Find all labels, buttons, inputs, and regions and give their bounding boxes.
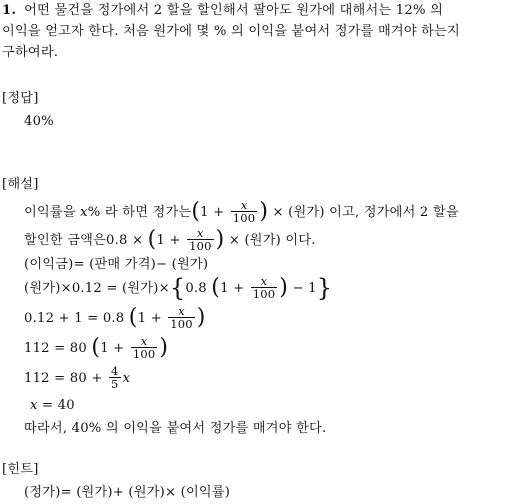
fraction bbox=[231, 199, 258, 224]
fraction bbox=[131, 335, 158, 360]
fraction-numerator: x bbox=[140, 334, 148, 348]
fraction-numerator: x bbox=[178, 304, 185, 318]
problem-line-3: 구하여라. bbox=[2, 45, 59, 60]
math-text: 112 = 80 + bbox=[24, 371, 108, 386]
paren-right: ) bbox=[196, 304, 206, 330]
math-text: 0.12 + 1 = 0.8 bbox=[24, 311, 129, 326]
paren-left: ( bbox=[128, 304, 138, 330]
solution-line-7 bbox=[24, 366, 130, 392]
math-text: 1 + bbox=[100, 341, 129, 356]
solution-line-2 bbox=[24, 228, 316, 254]
math-text: 1 + bbox=[200, 205, 229, 220]
paren-right: ) bbox=[159, 334, 169, 360]
fraction-numerator: 4 bbox=[111, 364, 119, 378]
math-text: 112 = 80 bbox=[24, 341, 92, 356]
solution-text: % 라 하면 정가는 bbox=[87, 205, 192, 220]
fraction-denominator: 100 bbox=[132, 347, 156, 361]
fraction-denominator: 100 bbox=[232, 211, 256, 225]
solution-text: × (원가) 이고, 정가에서 2 할을 bbox=[268, 205, 459, 220]
math-text: 1 + bbox=[137, 311, 167, 326]
paren-left: ( bbox=[91, 334, 101, 360]
hint-text: (정가)= (원가)+ (원가)× (이익률) bbox=[24, 485, 231, 500]
solution-header: [해설] bbox=[2, 177, 39, 192]
paren-right: ) bbox=[279, 274, 289, 300]
paren-left: ( bbox=[191, 198, 201, 224]
hint-header: [힌트] bbox=[2, 462, 39, 477]
math-text: 0.8 bbox=[185, 281, 212, 296]
paren-right: ) bbox=[259, 198, 269, 224]
fraction-numerator: x bbox=[260, 274, 268, 288]
paren-left: ( bbox=[147, 226, 157, 252]
solution-text: (원가)×0.12 = (원가)× bbox=[24, 281, 170, 296]
solution-line-5 bbox=[24, 306, 206, 332]
fraction-denominator: 100 bbox=[170, 317, 193, 331]
math-variable: x bbox=[80, 205, 88, 220]
math-text: = 40 bbox=[37, 398, 75, 413]
fraction bbox=[187, 227, 214, 252]
problem-line-2: 이익을 얻고자 한다. 처음 원가에 몇 % 의 이익을 붙여서 정가를 매겨야 하는지 bbox=[2, 24, 460, 39]
fraction-denominator: 5 bbox=[111, 377, 119, 391]
fraction-numerator: x bbox=[197, 226, 204, 240]
solution-line-4 bbox=[24, 273, 333, 302]
fraction bbox=[168, 305, 195, 330]
solution-line-3: (이익금)= (판매 가격)− (원가) bbox=[24, 257, 209, 272]
fraction-numerator: x bbox=[240, 198, 248, 212]
paren-left: ( bbox=[211, 274, 221, 300]
brace-right: } bbox=[316, 273, 333, 302]
paren-right: ) bbox=[215, 226, 225, 252]
fraction bbox=[251, 275, 278, 300]
math-text: 1 + bbox=[220, 281, 249, 296]
solution-line-1 bbox=[24, 200, 459, 226]
problem-text-1: 어떤 물건을 정가에서 2 할을 할인해서 팔아도 원가에 대해서는 12% 의 bbox=[24, 3, 444, 18]
solution-text: 할인한 금액은0.8 × bbox=[24, 233, 148, 248]
problem-number: 1. bbox=[2, 3, 17, 18]
answer-header: [정답] bbox=[2, 91, 39, 106]
solution-line-6 bbox=[24, 336, 168, 362]
solution-text: × (원가) 이다. bbox=[224, 233, 316, 248]
answer-value: 40% bbox=[24, 114, 54, 129]
fraction-denominator: 100 bbox=[189, 239, 212, 253]
solution-line-9: 따라서, 40% 의 이익을 붙여서 정가를 매겨야 한다. bbox=[24, 421, 327, 436]
math-variable: x bbox=[30, 398, 38, 413]
brace-left: { bbox=[169, 273, 186, 302]
fraction-denominator: 100 bbox=[252, 287, 276, 301]
solution-line-8 bbox=[30, 397, 75, 415]
problem-line-1 bbox=[2, 2, 443, 20]
math-text: 1 + bbox=[156, 233, 186, 248]
solution-text: 이익률을 bbox=[24, 205, 81, 220]
fraction bbox=[109, 365, 121, 390]
math-variable: x bbox=[122, 371, 131, 386]
math-text: − 1 bbox=[288, 281, 317, 296]
